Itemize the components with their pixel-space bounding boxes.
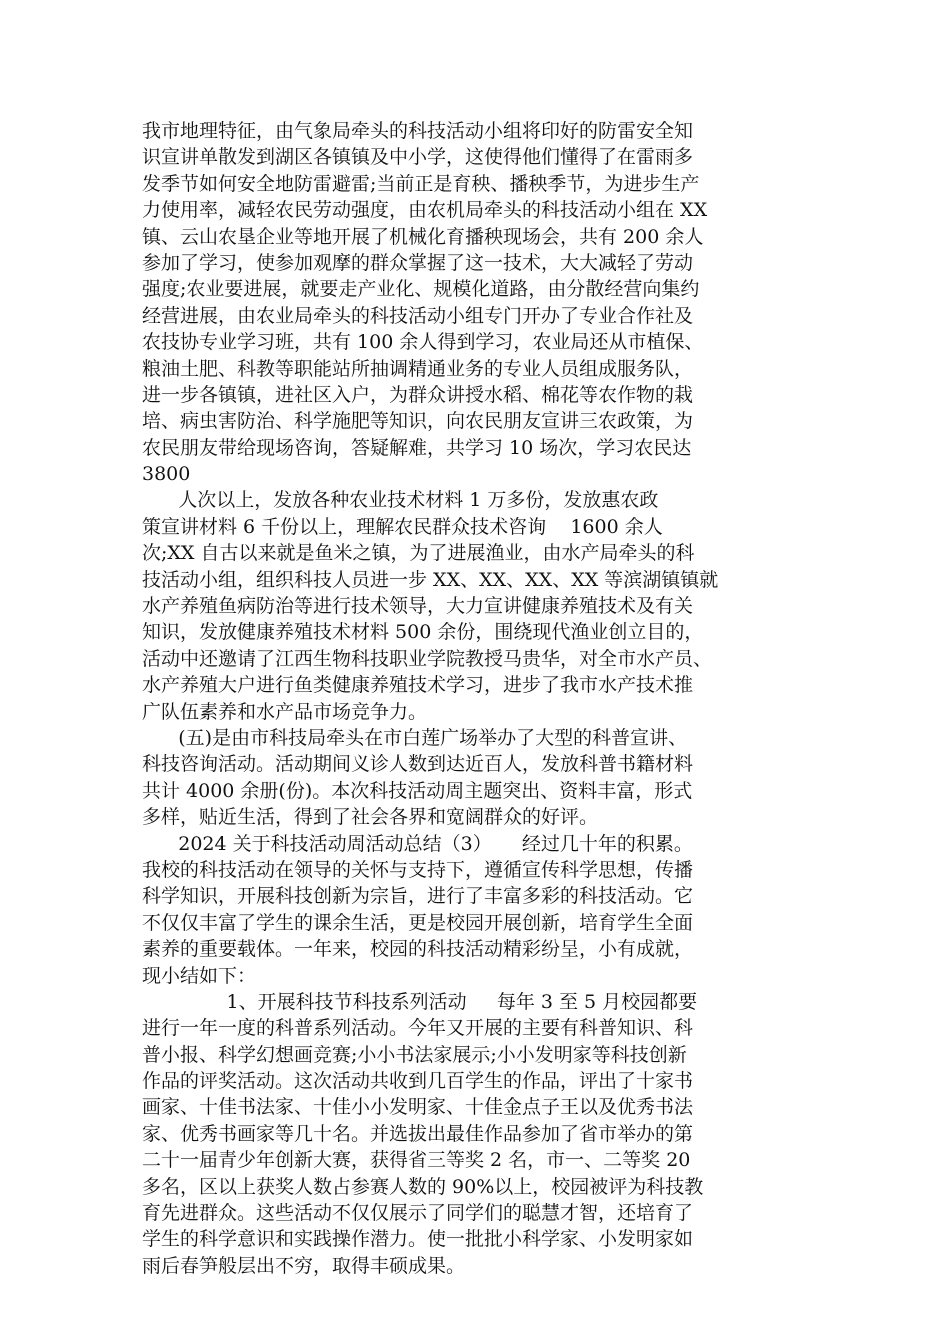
text-line: 人次以上，发放各种农业技术材料 1 万多份，发放惠农政 (142, 489, 659, 512)
text-line: 雨后春笋般层出不穷，取得丰硕成果。 (142, 1254, 466, 1277)
text-line: 家、优秀书画家等几十名。并选拔出最佳作品参加了省市举办的第 (142, 1122, 694, 1145)
text-line: 发季节如何安全地防雷避雷;当前正是育秧、播秧季节，为进步生产 (142, 172, 700, 195)
text-line: 活动中还邀请了江西生物科技职业学院教授马贵华，对全市水产员、 (142, 647, 713, 670)
text-line: 我市地理特征，由气象局牵头的科技活动小组将印好的防雷安全知 (142, 120, 694, 142)
text-line: 镇、云山农垦企业等地开展了机械化育播秧现场会，共有 200 余人 (142, 225, 704, 248)
text-line: 广队伍素养和水产品市场竞争力。 (142, 700, 428, 723)
text-line: 3800 (142, 463, 191, 486)
text-line: 农技协专业学习班，共有 100 余人得到学习，农业局还从市植保、 (142, 331, 704, 354)
text-line: 进行一年一度的科普系列活动。今年又开展的主要有科普知识、科 (142, 1017, 694, 1040)
text-line: 学生的科学意识和实践操作潜力。使一批批小科学家、小发明家如 (142, 1228, 694, 1251)
text-line: 不仅仅丰富了学生的课余生活，更是校园开展创新，培育学生全面 (142, 911, 694, 934)
text-line: 多样，贴近生活，得到了社会各界和宽阔群众的好评。 (142, 806, 599, 829)
text-line: 水产养殖大户进行鱼类健康养殖技术学习，进步了我市水产技术推 (142, 674, 694, 697)
text-line: 策宣讲材料 6 千份以上，理解农民群众技术咨询 1600 余人 (142, 515, 663, 538)
text-line: 知识，发放健康养殖技术材料 500 余份，围绕现代渔业创立目的， (142, 621, 704, 644)
text-line: 多名，区以上获奖人数占参赛人数的 90%以上，校园被评为科技教 (142, 1175, 704, 1198)
text-line: 二十一届青少年创新大赛，获得省三等奖 2 名，市一、二等奖 20 (142, 1149, 691, 1172)
text-line: 技活动小组，组织科技人员进一步 XX、XX、XX、XX 等滨湖镇镇就 (142, 568, 719, 591)
text-line: 粮油土肥、科教等职能站所抽调精通业务的专业人员组成服务队， (142, 357, 694, 380)
text-line: 参加了学习，使参加观摩的群众掌握了这一技术，大大减轻了劳动 (142, 251, 694, 274)
text-line: 1、开展科技节科技系列活动 每年 3 至 5 月校园都要 (142, 990, 698, 1013)
text-line: 农民朋友带给现场咨询，答疑解难，共学习 10 场次，学习农民达 (142, 436, 692, 459)
text-line: 力使用率，减轻农民劳动强度，由农机局牵头的科技活动小组在 XX (142, 199, 708, 222)
text-line: 画家、十佳书法家、十佳小小发明家、十佳金点子王以及优秀书法 (142, 1096, 694, 1119)
text-line: 次;XX 自古以来就是鱼米之镇，为了进展渔业，由水产局牵头的科 (142, 542, 695, 565)
text-line: 现小结如下： (142, 964, 257, 987)
body-text (142, 118, 822, 1279)
text-line: 科学知识，开展科技创新为宗旨，进行了丰富多彩的科技活动。它 (142, 885, 694, 908)
text-line: 进一步各镇镇，进社区入户，为群众讲授水稻、棉花等农作物的栽 (142, 383, 694, 406)
text-line: 强度;农业要进展，就要走产业化、规模化道路，由分散经营向集约 (142, 278, 700, 301)
text-line: 育先进群众。这些活动不仅仅展示了同学们的聪慧才智，还培育了 (142, 1202, 694, 1225)
text-line: 2024 关于科技活动周活动总结（3） 经过几十年的积累。 (142, 832, 693, 855)
text-line: 识宣讲单散发到湖区各镇镇及中小学，这使得他们懂得了在雷雨多 (142, 146, 694, 169)
text-line: 素养的重要载体。一年来，校园的科技活动精彩纷呈，小有成就， (142, 938, 694, 961)
text-line: 科技咨询活动。活动期间义诊人数到达近百人，发放科普书籍材料 (142, 753, 694, 776)
text-line: 我校的科技活动在领导的关怀与支持下，遵循宣传科学思想，传播 (142, 858, 694, 881)
text-line: 普小报、科学幻想画竞赛;小小书法家展示;小小发明家等科技创新 (142, 1043, 687, 1066)
text-line: (五)是由市科技局牵头在市白莲广场举办了大型的科普宣讲、 (142, 726, 688, 749)
text-line: 经营进展，由农业局牵头的科技活动小组专门开办了专业合作社及 (142, 304, 694, 327)
text-line: 共计 4000 余册(份)。本次科技活动周主题突出、资料丰富，形式 (142, 779, 693, 802)
text-line: 水产养殖鱼病防治等进行技术领导，大力宣讲健康养殖技术及有关 (142, 595, 694, 618)
text-line: 作品的评奖活动。这次活动共收到几百学生的作品，评出了十家书 (142, 1070, 694, 1093)
text-line: 培、病虫害防治、科学施肥等知识，向农民朋友宣讲三农政策，为 (142, 410, 694, 433)
